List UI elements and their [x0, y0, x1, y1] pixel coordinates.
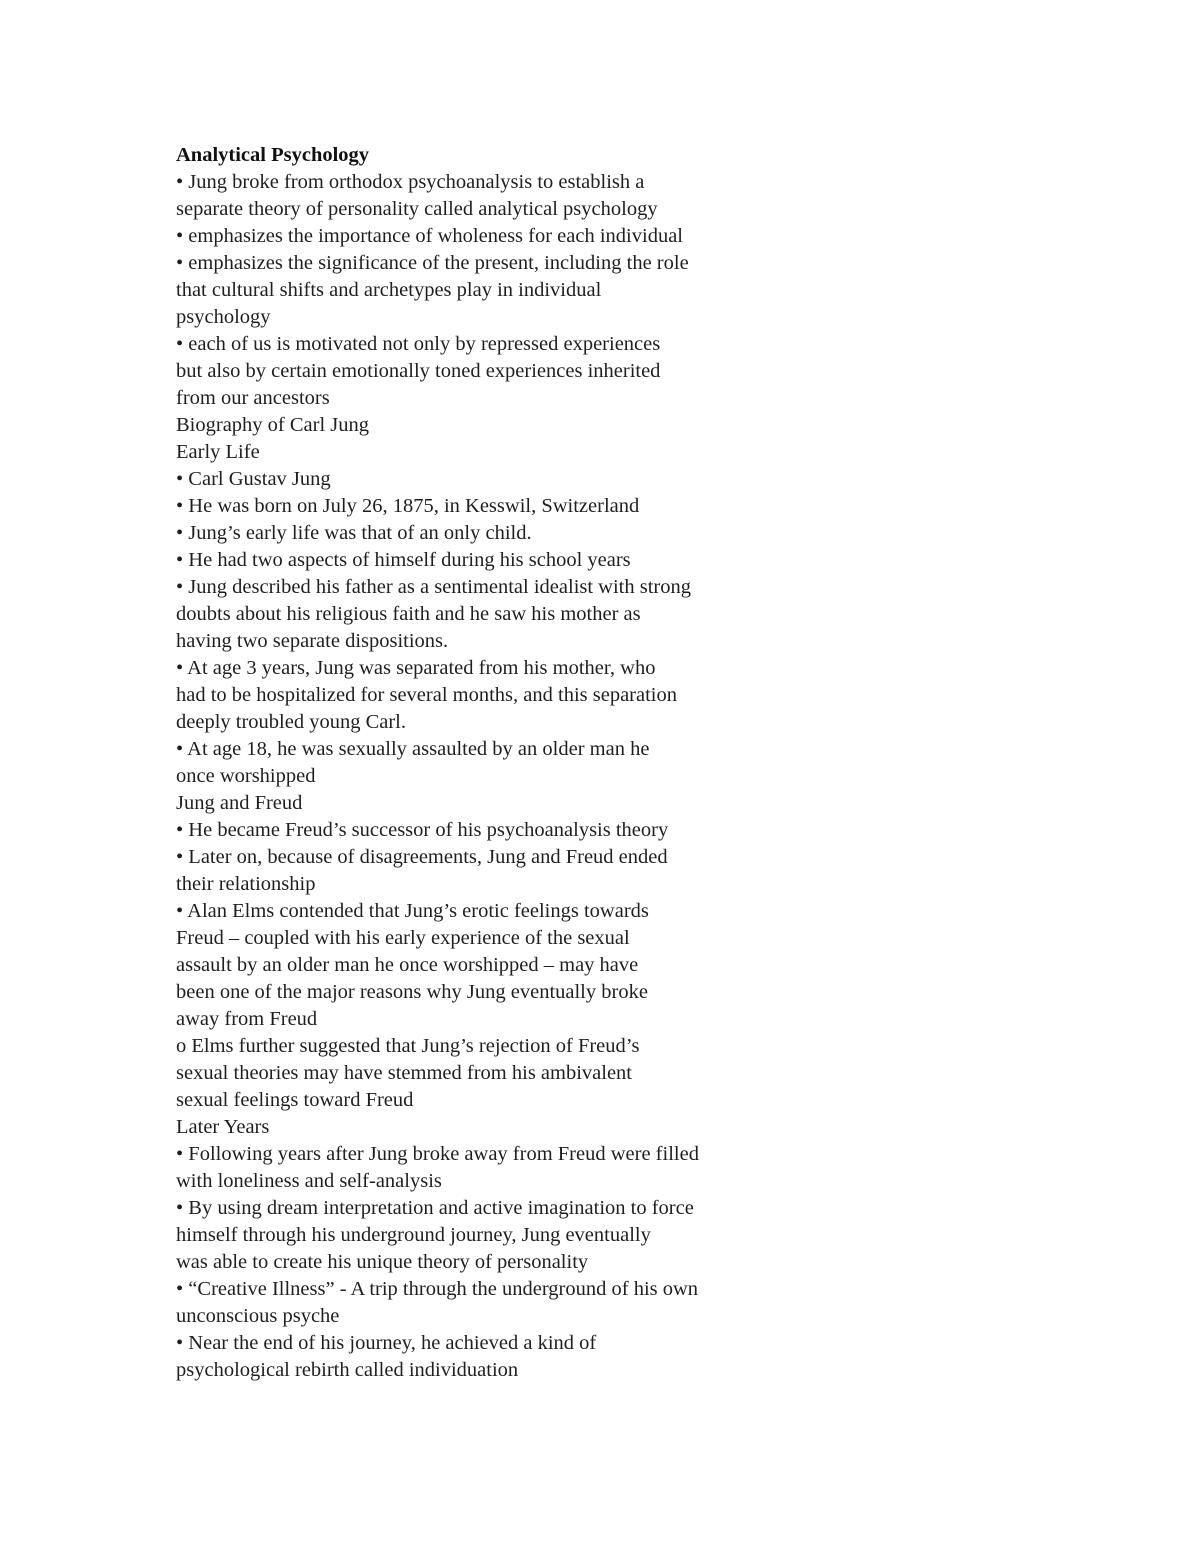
- text-line: was able to create his unique theory of personality: [176, 1251, 589, 1273]
- section-heading: Biography of Carl Jung: [176, 414, 370, 436]
- subsection-heading: Later Years: [176, 1116, 270, 1138]
- text-line: had to be hospitalized for several months, and this separation: [176, 684, 677, 706]
- text-line: sexual feelings toward Freud: [176, 1089, 414, 1111]
- text-line: separate theory of personality called analytical psychology: [176, 198, 658, 220]
- text-line: • At age 3 years, Jung was separated from his mother, who: [176, 657, 656, 679]
- text-line: • Carl Gustav Jung: [176, 468, 331, 490]
- document-title: Analytical Psychology: [176, 144, 370, 166]
- subsection-heading: Jung and Freud: [176, 792, 303, 814]
- text-line: • Later on, because of disagreements, Jung and Freud ended: [176, 846, 668, 868]
- text-line: • emphasizes the importance of wholeness for each individual: [176, 225, 683, 247]
- text-line: sexual theories may have stemmed from his ambivalent: [176, 1062, 632, 1084]
- text-line: once worshipped: [176, 765, 316, 787]
- text-line: • Alan Elms contended that Jung’s erotic feelings towards: [176, 900, 649, 922]
- text-line: • He was born on July 26, 1875, in Kesswil, Switzerland: [176, 495, 640, 517]
- text-line: • Jung’s early life was that of an only child.: [176, 522, 532, 544]
- text-line: assault by an older man he once worshipped – may have: [176, 954, 639, 976]
- text-line: • “Creative Illness” - A trip through the underground of his own: [176, 1278, 699, 1300]
- text-line: • He became Freud’s successor of his psychoanalysis theory: [176, 819, 669, 841]
- text-line: • By using dream interpretation and active imagination to force: [176, 1197, 694, 1219]
- text-line: unconscious psyche: [176, 1305, 340, 1327]
- text-line: • At age 18, he was sexually assaulted by an older man he: [176, 738, 650, 760]
- text-line: • Near the end of his journey, he achieved a kind of: [176, 1332, 597, 1354]
- text-line: psychological rebirth called individuation: [176, 1359, 519, 1381]
- text-line: been one of the major reasons why Jung eventually broke: [176, 981, 648, 1003]
- text-line: that cultural shifts and archetypes play in individual: [176, 279, 602, 301]
- text-line: but also by certain emotionally toned experiences inherited: [176, 360, 661, 382]
- text-line: • He had two aspects of himself during his school years: [176, 549, 631, 571]
- text-line: deeply troubled young Carl.: [176, 711, 407, 733]
- text-line: away from Freud: [176, 1008, 318, 1030]
- text-line: Freud – coupled with his early experience of the sexual: [176, 927, 630, 949]
- text-line: with loneliness and self-analysis: [176, 1170, 442, 1192]
- text-line: himself through his underground journey, Jung eventually: [176, 1224, 651, 1246]
- subsection-heading: Early Life: [176, 441, 260, 463]
- text-line: from our ancestors: [176, 387, 330, 409]
- text-line: • Jung described his father as a sentimental idealist with strong: [176, 576, 692, 598]
- text-line: having two separate dispositions.: [176, 630, 449, 652]
- text-line: • each of us is motivated not only by repressed experiences: [176, 333, 661, 355]
- text-line: • Jung broke from orthodox psychoanalysis to establish a: [176, 171, 645, 193]
- document-body: [176, 142, 816, 1384]
- text-line: psychology: [176, 306, 271, 328]
- text-line: • emphasizes the significance of the present, including the role: [176, 252, 689, 274]
- text-line: their relationship: [176, 873, 316, 895]
- text-line: • Following years after Jung broke away from Freud were filled: [176, 1143, 699, 1165]
- text-line: o Elms further suggested that Jung’s rejection of Freud’s: [176, 1035, 640, 1057]
- text-line: doubts about his religious faith and he saw his mother as: [176, 603, 641, 625]
